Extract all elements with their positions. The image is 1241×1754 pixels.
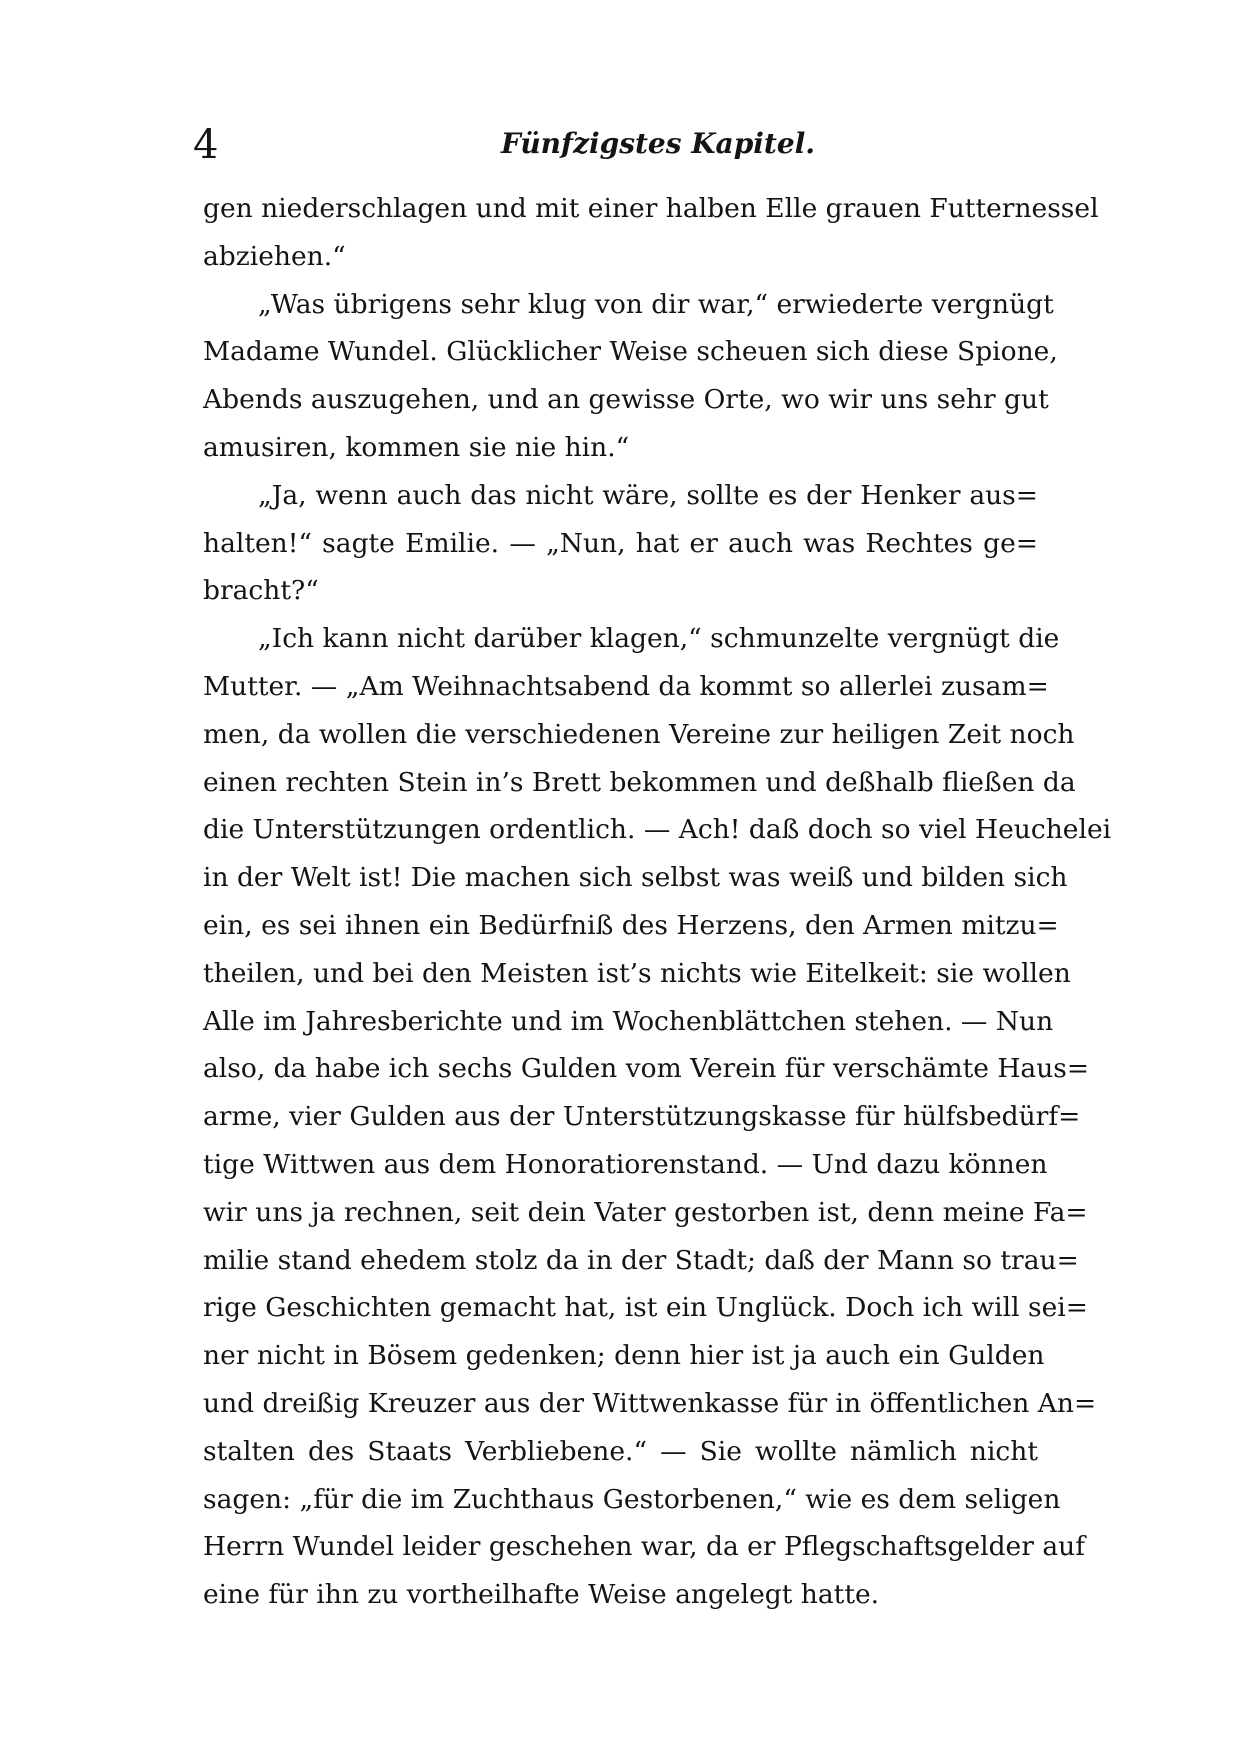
text-line: gen niederschlagen und mit einer halben Elle grauen Futternessel xyxy=(203,193,1099,224)
text-line: ein, es sei ihnen ein Bedürfniß des Herzens, den Armen mitzu= xyxy=(203,909,1059,941)
running-head: Fünfzigstes Kapitel. xyxy=(500,127,816,160)
text-line: halten!“ sagte Emilie. — „Nun, hat er auch was Rechtes ge= xyxy=(203,527,1038,559)
body-text xyxy=(203,185,1112,1619)
text-line: „Ich kann nicht darüber klagen,“ schmunzelte vergnügt die xyxy=(258,623,1060,655)
text-line: tige Wittwen aus dem Honoratiorenstand. — Und dazu können xyxy=(203,1148,1048,1180)
text-line: ner nicht in Bösem gedenken; denn hier ist ja auch ein Gulden xyxy=(203,1340,1045,1372)
text-line: Madame Wundel. Glücklicher Weise scheuen sich diese Spione, xyxy=(203,336,1058,368)
text-line: Herrn Wundel leider geschehen war, da er Pflegschaftsgelder auf xyxy=(203,1531,1086,1563)
text-line: eine für ihn zu vortheilhafte Weise angelegt hatte. xyxy=(203,1579,880,1611)
text-line: wir uns ja rechnen, seit dein Vater gestorben ist, denn meine Fa= xyxy=(203,1196,1088,1228)
text-line: theilen, und bei den Meisten ist’s nichts wie Eitelkeit: sie wollen xyxy=(203,957,1071,989)
text-line: men, da wollen die verschiedenen Vereine zur heiligen Zeit noch xyxy=(203,718,1075,750)
text-line: Alle im Jahresberichte und im Wochenblättchen stehen. — Nun xyxy=(203,1005,1054,1037)
text-line: milie stand ehedem stolz da in der Stadt; daß der Mann so trau= xyxy=(203,1244,1079,1276)
text-line: sagen: „für die im Zuchthaus Gestorbenen,“ wie es dem seligen xyxy=(203,1483,1061,1515)
text-line: Abends auszugehen, und an gewisse Orte, wo wir uns sehr gut xyxy=(203,384,1049,416)
page-number: 4 xyxy=(193,122,219,168)
page-header xyxy=(193,120,1043,170)
text-line: abziehen.“ xyxy=(203,240,346,272)
text-line: Mutter. — „Am Weihnachtsabend da kommt so allerlei zusam= xyxy=(203,670,1049,702)
text-line: „Was übrigens sehr klug von dir war,“ erwiederte vergnügt xyxy=(258,288,1054,320)
text-line: amusiren, kommen sie nie hin.“ xyxy=(203,431,630,463)
text-line: in der Welt ist! Die machen sich selbst was weiß und bilden sich xyxy=(203,862,1068,894)
text-line: rige Geschichten gemacht hat, ist ein Unglück. Doch ich will sei= xyxy=(203,1292,1088,1324)
text-line: arme, vier Gulden aus der Unterstützungskasse für hülfsbedürf= xyxy=(203,1101,1081,1133)
text-line: einen rechten Stein in’s Brett bekommen und deßhalb fließen da xyxy=(203,766,1076,798)
text-line: „Ja, wenn auch das nicht wäre, sollte es der Henker aus= xyxy=(258,479,1038,511)
text-line: und dreißig Kreuzer aus der Wittwenkasse für in öffentlichen An= xyxy=(203,1387,1097,1419)
text-line: stalten des Staats Verbliebene.“ — Sie wollte nämlich nicht xyxy=(203,1435,1038,1467)
text-line: also, da habe ich sechs Gulden vom Verein für verschämte Haus= xyxy=(203,1053,1090,1085)
text-line: die Unterstützungen ordentlich. — Ach! daß doch so viel Heuchelei xyxy=(203,814,1112,846)
text-line: bracht?“ xyxy=(203,575,319,607)
